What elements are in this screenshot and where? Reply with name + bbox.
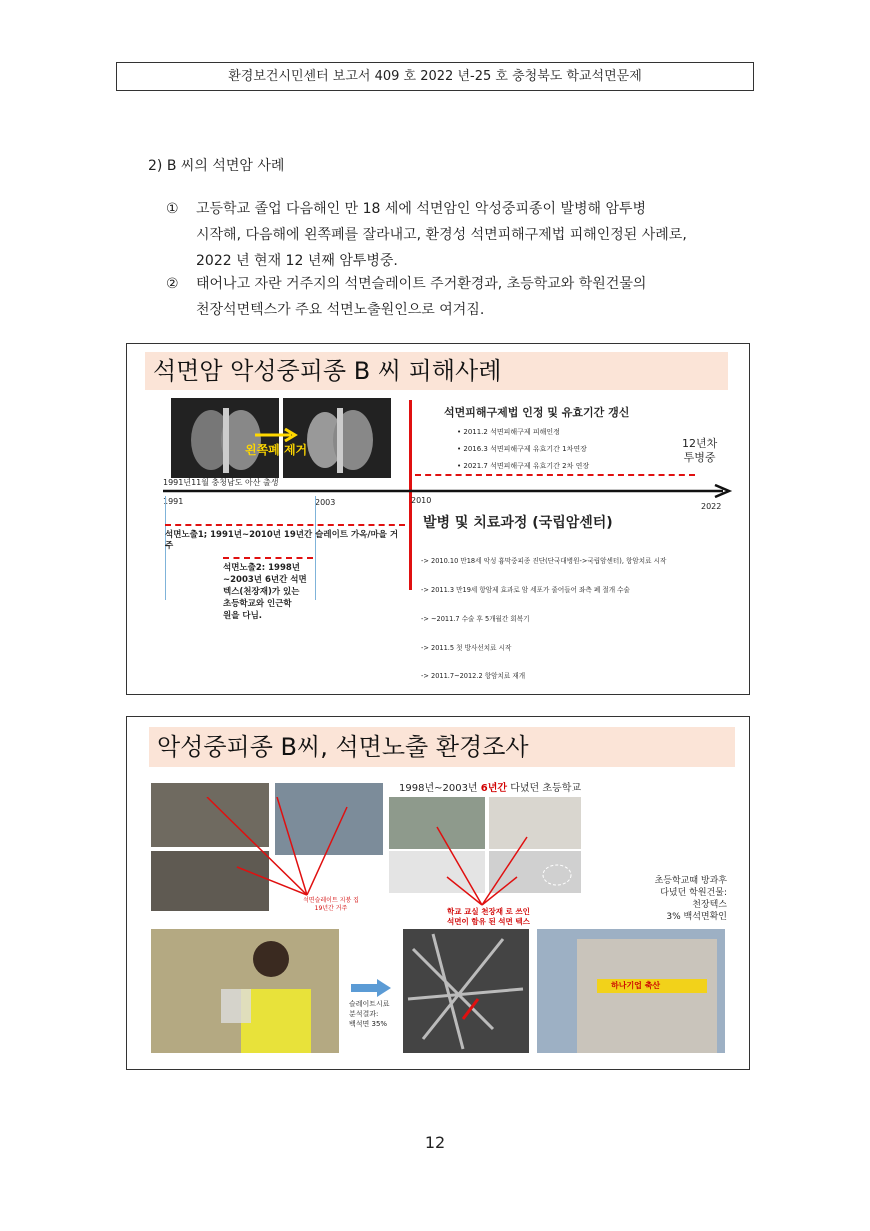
exposure-line: 초등학교와 인근학	[223, 599, 292, 609]
treatment-list	[421, 538, 743, 695]
caption-highlight: 6년간	[480, 783, 508, 794]
exposure-2	[223, 562, 307, 622]
item-line: 천장석면텍스가 주요 석면노출원인으로 여겨짐.	[196, 302, 485, 318]
dashed-arrow	[223, 557, 313, 559]
caption-line: 분석결과:	[349, 1010, 379, 1018]
tick-2010: 2010	[411, 496, 432, 505]
tick-2022: 2022	[701, 502, 722, 511]
caption-line: 다녔던 학원건물:	[660, 888, 727, 898]
treatment-item: -> 2011.7~2012.2 항암치료 재개	[421, 672, 526, 681]
years-badge-line: 투병중	[683, 451, 716, 464]
list-item	[166, 271, 756, 323]
slide-exposure	[126, 716, 750, 1070]
caption-line: 천장텍스	[692, 900, 727, 910]
item-number: ①	[166, 201, 179, 217]
pointer-lines	[197, 797, 357, 897]
treatment-item: -> ~2011.7 수술 후 5개월간 회복기	[421, 614, 530, 623]
exposure-line: ~2003년 6년간 석면	[223, 575, 307, 585]
exposure-line: 텍스(천장재)가 있는	[223, 587, 300, 597]
analysis-caption	[349, 999, 390, 1029]
report-header: 환경보건시민센터 보고서 409 호 2022 년-25 호 충청북도 학교석면문제	[116, 62, 754, 91]
slide-title: 석면암 악성중피종 B 씨 피해사례	[145, 352, 728, 390]
treatment-item: -> 2011.5 첫 방사선치료 시작	[421, 643, 512, 652]
ceiling-caption	[447, 907, 530, 927]
relief-item: • 2016.3 석면피해구제 유효기간 1차연장	[457, 445, 587, 453]
caption-line: 3% 백석면확인	[666, 912, 727, 922]
relief-title: 석면피해구제법 인정 및 유효기간 갱신	[444, 406, 630, 419]
treatment-item: -> 2011.3 만19세 항암제 효과로 암 세포가 줄어들어 좌측 폐 절개 수술	[421, 585, 630, 594]
exposure-line: 석면노출2: 1998년	[223, 563, 300, 573]
relief-list	[457, 424, 677, 475]
arrow-icon	[351, 979, 391, 997]
xray-label: 왼쪽폐 제거	[245, 443, 308, 457]
academy-photo	[537, 929, 725, 1053]
dashed-arrow	[415, 474, 695, 476]
tick-2003: 2003	[315, 498, 336, 507]
caption-part: 1998년~2003년	[399, 783, 481, 794]
slide-case	[126, 343, 750, 695]
item-line: 시작해, 다음해에 왼쪽폐를 잘라내고, 환경성 석면피해구제법 피해인정된 사례로,	[196, 227, 687, 243]
caption-line: 19년간 거주	[314, 905, 348, 912]
caption-line: 백석면 35%	[349, 1020, 388, 1028]
page-number: 12	[424, 1133, 446, 1152]
exposure-1: 석면노출1; 1991년~2010년 19년간 슬레이트 가옥/마을 거주	[165, 530, 399, 551]
treatment-item: -> 2010.10 만18세 악성 흉막중피종 진단(단국대병원->국립암센터), 항암치료 시작	[421, 557, 667, 566]
years-badge-line: 12년차	[682, 437, 718, 450]
academy-caption	[621, 875, 727, 923]
dashed-arrow	[165, 524, 405, 526]
sign-text: 하나기업 축산	[611, 981, 661, 990]
item-line: 태어나고 자란 거주지의 석면슬레이트 주거환경과, 초등학교와 학원건물의	[196, 276, 647, 292]
pointer-lines	[427, 817, 547, 907]
birth-label: 1991년11월 충청남도 아산 출생	[163, 478, 279, 487]
caption-line: 학교 교실 천장재 로 쓰인	[447, 907, 530, 916]
arrow-icon	[255, 428, 301, 442]
microscope-image	[403, 929, 529, 1053]
caption-line: 슬레이트시료	[349, 1000, 390, 1008]
school-caption	[399, 779, 581, 794]
slide-title: 악성중피종 B씨, 석면노출 환경조사	[149, 727, 735, 767]
item-line: 2022 년 현재 12 년째 암투병중.	[196, 253, 398, 269]
tick-1991: 1991	[163, 497, 184, 506]
caption-line: 석면이 함유 된 석면 텍스	[447, 917, 530, 926]
section-title: 2) B 씨의 석면암 사례	[148, 158, 285, 174]
relief-item: • 2021.7 석면피해구제 유효기간 2차 연장	[457, 462, 590, 470]
sample-photo	[151, 929, 339, 1053]
relief-item: • 2011.2 석면피해구제 피해인정	[457, 428, 560, 436]
caption-part: 다녔던 초등학교	[507, 783, 582, 794]
list-item	[166, 196, 756, 274]
years-badge	[682, 437, 717, 465]
slate-caption	[303, 897, 359, 913]
treatment-title: 발병 및 치료과정 (국립암센터)	[423, 515, 613, 531]
caption-line: 초등학교때 방과후	[654, 876, 727, 886]
item-line: 고등학교 졸업 다음해인 만 18 세에 석면암인 악성중피종이 발병해 암투병	[196, 201, 647, 217]
timeline-arrow	[163, 484, 735, 498]
item-number: ②	[166, 276, 179, 292]
exposure-line: 원을 다님.	[223, 611, 263, 621]
caption-line: 석면슬레이트 지붕 집	[303, 897, 359, 904]
